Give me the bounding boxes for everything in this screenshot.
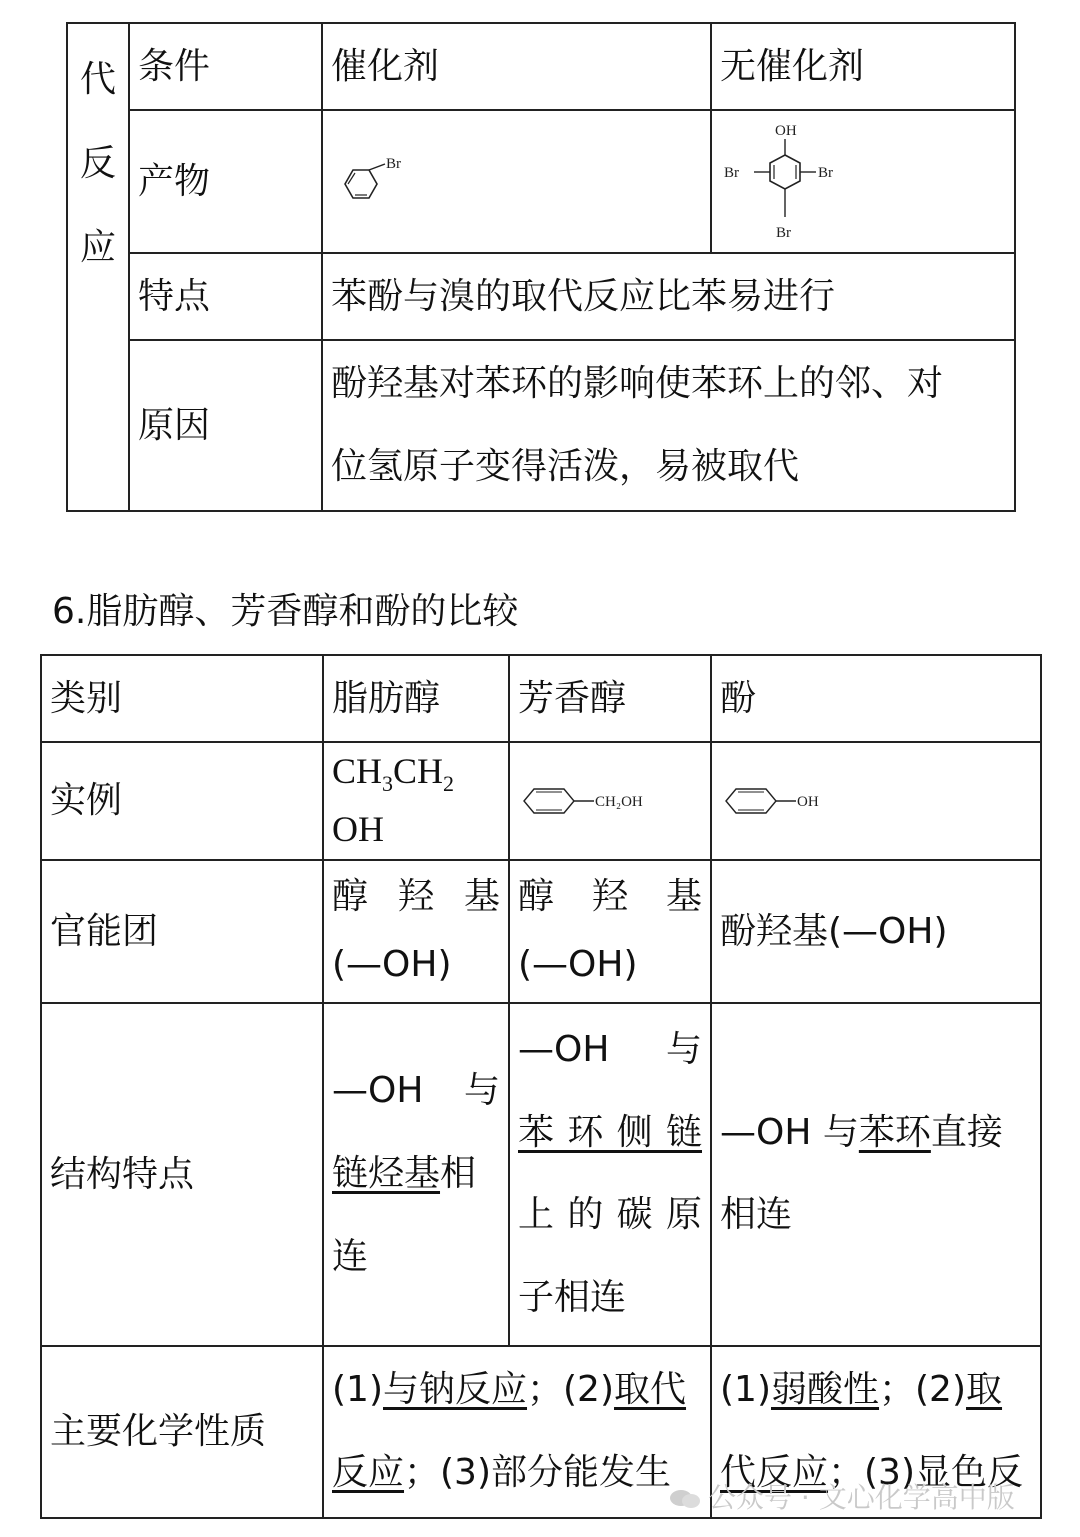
no-catalyst-cell: 无催化剂	[711, 23, 1015, 110]
struct-phenol: —OH 与苯环直接 相连	[711, 1003, 1041, 1346]
struct-aromatic: —OH 与 苯环侧链 上的碳原 子相连	[509, 1003, 711, 1346]
ch2oh-label: CH₂OH	[595, 793, 643, 810]
watermark-text: 公众号 · 文心化学高中版	[708, 1481, 1015, 1514]
example-label: 实例	[41, 742, 323, 860]
structure-label: 结构特点	[41, 1003, 323, 1346]
properties-phenol: (1)弱酸性；(2)取 代反应；(3)显色反	[711, 1346, 1041, 1518]
reason-line-1: 酚羟基对苯环的影响使苯环上的邻、对	[331, 362, 944, 404]
header-aromatic-alcohol: 芳香醇	[509, 655, 711, 742]
br-bottom-label: Br	[776, 224, 791, 241]
reason-label: 原因	[129, 340, 322, 511]
feature-text: 苯酚与溴的取代反应比苯易进行	[322, 253, 1015, 340]
row-header-char: 应	[79, 227, 116, 268]
row-header-char: 反	[79, 143, 116, 184]
oh-label: OH	[797, 793, 819, 810]
ethanol-formula: $CH_3CH_2$ OH	[323, 742, 509, 860]
reason-line-2: 位氢原子变得活泼，易被取代	[331, 445, 800, 487]
row-group-header	[67, 23, 129, 511]
phenol-structure-icon	[720, 781, 850, 821]
fg-alcohol: 醇 羟 基 (—OH)	[323, 860, 509, 1003]
substitution-reaction-table	[66, 22, 1016, 512]
header-category: 类别	[41, 655, 323, 742]
properties-label: 主要化学性质	[41, 1346, 323, 1518]
br-label: Br	[386, 155, 401, 172]
reason-text	[322, 340, 1015, 511]
br-right-label: Br	[818, 164, 833, 181]
properties-alcohols: (1)与钠反应；(2)取代 反应；(3)部分能发生	[323, 1346, 711, 1518]
benzyl-alcohol-structure-icon	[518, 781, 668, 821]
section-title: 6.脂肪醇、芳香醇和酚的比较	[52, 591, 519, 632]
row-header-char: 代	[79, 59, 116, 100]
watermark	[668, 1476, 1015, 1516]
bromobenzene-structure-icon	[331, 152, 451, 212]
product-catalyst-cell	[322, 110, 711, 253]
fg-aromatic: 醇 羟 基 (—OH)	[509, 860, 711, 1003]
product-nocat-cell	[711, 110, 1015, 253]
benzyl-alcohol-cell	[509, 742, 711, 860]
wechat-icon	[668, 1488, 702, 1510]
product-label: 产物	[129, 110, 322, 253]
phenol-cell	[711, 742, 1041, 860]
alcohol-phenol-comparison-table	[40, 654, 1042, 1519]
br-left-label: Br	[724, 164, 739, 181]
catalyst-cell: 催化剂	[322, 23, 711, 110]
oh-label: OH	[775, 122, 797, 139]
header-aliphatic-alcohol: 脂肪醇	[323, 655, 509, 742]
functional-group-label: 官能团	[41, 860, 323, 1003]
header-phenol: 酚	[711, 655, 1041, 742]
feature-label: 特点	[129, 253, 322, 340]
struct-alcohol: —OH 与 链烃基相 连	[323, 1003, 509, 1346]
condition-label: 条件	[129, 23, 322, 110]
tribromophenol-structure-icon	[720, 117, 850, 247]
fg-phenol: 酚羟基(—OH)	[711, 860, 1041, 1003]
